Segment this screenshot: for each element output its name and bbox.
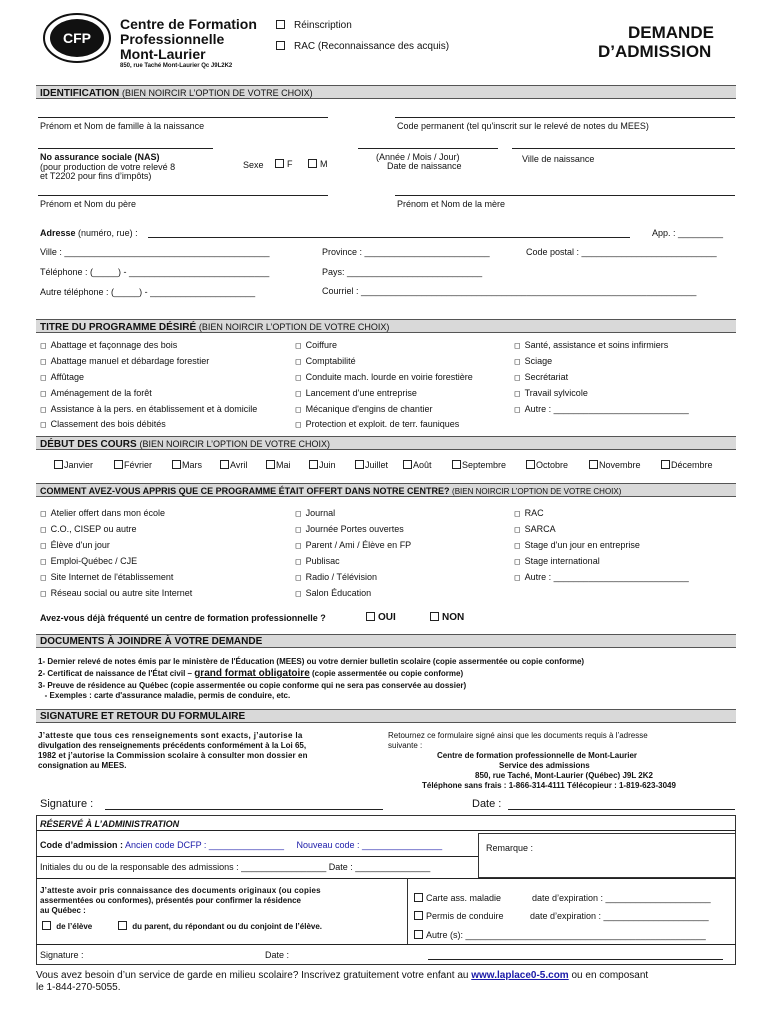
program-abattage-manuel-et-debardage-f[interactable]	[40, 356, 209, 366]
source-reseau-social-ou-autre-site-in-label: Réseau social ou autre site Internet	[50, 588, 193, 598]
father-label: Prénom et Nom du père	[40, 199, 137, 209]
dob-field[interactable]	[358, 148, 498, 149]
email-field[interactable]: Courriel : ___________________________________________________________________	[322, 286, 697, 296]
admin-parent-label: du parent, du répondant ou du conjoint de l’élève.	[132, 922, 323, 931]
sexe-m-option[interactable]	[308, 159, 328, 169]
source-rac-checkbox[interactable]: ◻	[514, 509, 521, 518]
month-mai-label: Mai	[276, 460, 291, 470]
documents-title: DOCUMENTS À JOINDRE À VOTRE DEMANDE	[40, 636, 263, 647]
non-label: NON	[442, 612, 465, 623]
city-field[interactable]: Ville : _________________________________________	[40, 247, 270, 257]
month-mars[interactable]	[172, 460, 202, 470]
program-assistance-a-la-pers-en-etabli[interactable]	[40, 404, 257, 414]
program-comptabilite[interactable]	[295, 356, 356, 366]
signature-header	[36, 709, 736, 723]
month-juillet-checkbox[interactable]	[355, 460, 364, 469]
month-decembre-checkbox[interactable]	[661, 460, 670, 469]
admin-carte-option[interactable]	[414, 893, 501, 903]
program-conduite-mach-lourde-en-voirie-checkbox[interactable]: ◻	[295, 373, 302, 382]
reinscription-option[interactable]	[276, 20, 352, 31]
source-stage-d-un-jour-en-entreprise-label: Stage d'un jour en entreprise	[524, 540, 640, 550]
month-avril-label: Avril	[230, 460, 248, 470]
program-abattage-et-faconnage-des-bois-checkbox[interactable]: ◻	[40, 341, 47, 350]
month-septembre-checkbox[interactable]	[452, 460, 461, 469]
logo-address: 850, rue Taché Mont-Laurier Qc J9L2K2	[120, 63, 233, 69]
source-c-o-cisep-ou-autre-checkbox[interactable]: ◻	[40, 525, 47, 534]
retour-line2: suivante :	[388, 741, 423, 750]
month-fevrier-checkbox[interactable]	[114, 460, 123, 469]
source-autre-checkbox[interactable]: ◻	[514, 573, 521, 582]
admin-carte-label: Carte ass. maladie	[426, 893, 502, 903]
source-atelier-offert-dans-mon-ecole[interactable]	[40, 508, 165, 518]
source-autre[interactable]	[514, 572, 689, 582]
footer-link[interactable]: www.laplace0-5.com	[471, 970, 569, 981]
sexe-m-label: M	[320, 159, 328, 169]
program-comptabilite-checkbox[interactable]: ◻	[295, 357, 302, 366]
program-assistance-a-la-pers-en-etabli-label: Assistance à la pers. en établissement et à domicile	[50, 404, 258, 414]
source-emploi-quebec-cje-label: Emploi-Québec / CJE	[50, 556, 138, 566]
service-name: Service des admissions	[499, 761, 590, 770]
logo-line2: Professionnelle	[120, 31, 225, 47]
centre-phone: Téléphone sans frais : 1-866-314-4111 Télécopieur : 1-819-623-3049	[422, 781, 676, 790]
admin-permis-exp[interactable]: date d’expiration : _____________________	[530, 911, 709, 921]
programme-hint: (BIEN NOIRCIR L’OPTION DE VOTRE CHOIX)	[198, 322, 390, 332]
admin-autre-checkbox[interactable]	[414, 930, 423, 939]
admin-initiales[interactable]: Initiales du ou de la responsable des admissions : _________________ Date : _______________	[40, 862, 431, 872]
program-affutage[interactable]	[40, 372, 84, 382]
month-juillet[interactable]	[355, 460, 388, 470]
program-protection-et-exploit-de-terr--checkbox[interactable]: ◻	[295, 420, 302, 429]
source-site-internet-de-l-etablisseme-label: Site Internet de l'établissement	[50, 572, 174, 582]
date-field[interactable]	[508, 809, 735, 810]
source-parent-ami-eleve-en-fp-checkbox[interactable]: ◻	[295, 541, 302, 550]
source-salon-education[interactable]	[295, 588, 371, 598]
program-sante-assistance-et-soins-infi-checkbox[interactable]: ◻	[514, 341, 521, 350]
father-field[interactable]	[38, 195, 328, 196]
source-atelier-offert-dans-mon-ecole-checkbox[interactable]: ◻	[40, 509, 47, 518]
program-abattage-et-faconnage-des-bois-label: Abattage et façonnage des bois	[50, 340, 178, 350]
month-janvier-label: Janvier	[64, 460, 94, 470]
source-journee-portes-ouvertes[interactable]	[295, 524, 404, 534]
month-avril[interactable]	[220, 460, 247, 470]
source-site-internet-de-l-etablisseme[interactable]	[40, 572, 173, 582]
month-novembre-checkbox[interactable]	[589, 460, 598, 469]
program-protection-et-exploit-de-terr-[interactable]	[295, 419, 459, 429]
program-protection-et-exploit-de-terr--label: Protection et exploit. de terr. fauniques	[305, 419, 460, 429]
sexe-f-option[interactable]	[275, 159, 293, 169]
admin-code-label: Code d’admission :	[40, 840, 124, 850]
sexe-f-checkbox[interactable]	[275, 159, 284, 168]
program-mecanique-d-engins-de-chantier-label: Mécanique d'engins de chantier	[305, 404, 433, 414]
program-travail-sylvicole-checkbox[interactable]: ◻	[514, 389, 521, 398]
program-secretariat-checkbox[interactable]: ◻	[514, 373, 521, 382]
footer-text1: Vous avez besoin d’un service de garde en milieu scolaire? Inscrivez gratuitement votre enfant au	[36, 970, 472, 981]
source-rac-label: RAC	[524, 508, 544, 518]
source-journee-portes-ouvertes-label: Journée Portes ouvertes	[305, 524, 404, 534]
source-emploi-quebec-cje-checkbox[interactable]: ◻	[40, 557, 47, 566]
source-eleve-d-un-jour[interactable]	[40, 540, 110, 550]
debut-hint: (BIEN NOIRCIR L’OPTION DE VOTRE CHOIX)	[139, 439, 330, 449]
remarque-box[interactable]	[478, 833, 736, 878]
source-reseau-social-ou-autre-site-in-checkbox[interactable]: ◻	[40, 589, 47, 598]
oui-option[interactable]	[366, 612, 396, 623]
month-mai-checkbox[interactable]	[266, 460, 275, 469]
program-classement-des-bois-debites[interactable]	[40, 419, 166, 429]
source-journal-checkbox[interactable]: ◻	[295, 509, 302, 518]
nas-label: No assurance sociale (NAS)	[40, 152, 160, 162]
birth-city-label: Ville de naissance	[522, 154, 595, 164]
admin-eleve-label: de l’élève	[56, 922, 93, 931]
month-janvier[interactable]	[54, 460, 93, 470]
program-affutage-label: Affûtage	[50, 372, 85, 382]
signature-label: Signature :	[40, 798, 94, 810]
fp-question: Avez-vous déjà fréquenté un centre de formation professionnelle ?	[40, 613, 326, 623]
admin-carte-checkbox[interactable]	[414, 893, 423, 902]
document-1: 1- Dernier relevé de notes émis par le ministère de l'Éducation (MEES) ou votre dernier bulletin scolaire (copie assermentée ou copie conforme)	[38, 657, 585, 666]
admin-permis-checkbox[interactable]	[414, 911, 423, 920]
admin-eleve-checkbox[interactable]	[42, 921, 51, 930]
admin-divider1	[36, 830, 736, 831]
program-sante-assistance-et-soins-infi-label: Santé, assistance et soins infirmiers	[524, 340, 669, 350]
month-novembre[interactable]	[589, 460, 641, 470]
province-field[interactable]: Province : _________________________	[322, 247, 490, 257]
source-eleve-d-un-jour-checkbox[interactable]: ◻	[40, 541, 47, 550]
appris-hint: (BIEN NOIRCIR L’OPTION DE VOTRE CHOIX)	[452, 487, 622, 496]
program-coiffure-checkbox[interactable]: ◻	[295, 341, 302, 350]
admin-signature-label: Signature :	[40, 950, 84, 960]
source-radio-television-label: Radio / Télévision	[305, 572, 378, 582]
appris-header	[36, 483, 736, 497]
program-mecanique-d-engins-de-chantier[interactable]	[295, 404, 432, 414]
month-juin[interactable]	[309, 460, 336, 470]
birth-city-field[interactable]	[512, 148, 735, 149]
logo-seal	[42, 12, 112, 64]
non-checkbox[interactable]	[430, 612, 439, 621]
attest-line2: divulgation des renseignements précédents conformément à la Loi 65,	[38, 741, 307, 750]
title-line2: D’ADMISSION	[598, 42, 712, 61]
month-fevrier[interactable]	[114, 460, 152, 470]
name-field[interactable]	[38, 117, 328, 118]
code-field[interactable]	[395, 117, 735, 118]
source-stage-international-label: Stage international	[524, 556, 600, 566]
program-conduite-mach-lourde-en-voirie-label: Conduite mach. lourde en voirie forestière	[305, 372, 473, 382]
rac-option[interactable]	[276, 41, 449, 52]
program-amenagement-de-la-foret[interactable]	[40, 388, 152, 398]
document-2	[38, 668, 463, 679]
centre-name: Centre de formation professionnelle de Mont-Laurier	[437, 751, 638, 760]
rac-checkbox[interactable]	[276, 41, 285, 50]
programme-title: TITRE DU PROGRAMME DÉSIRÉ	[40, 322, 197, 333]
source-sarca-checkbox[interactable]: ◻	[514, 525, 521, 534]
admin-autre-option[interactable]	[414, 930, 706, 940]
admin-date-label: Date :	[265, 950, 290, 960]
date-label: Date :	[472, 798, 502, 810]
program-lancement-d-une-entreprise-checkbox[interactable]: ◻	[295, 389, 302, 398]
admin-autre-label: Autre (s): ________________________________________________	[426, 930, 706, 940]
program-autre-checkbox[interactable]: ◻	[514, 405, 521, 414]
source-stage-international-checkbox[interactable]: ◻	[514, 557, 521, 566]
program-sciage[interactable]	[514, 356, 552, 366]
address-field[interactable]	[148, 237, 630, 238]
document-3-examples: - Exemples : carte d'assurance maladie, permis de conduire, etc.	[38, 691, 291, 700]
logo-line3: Mont-Laurier	[120, 46, 206, 62]
footer-text2: ou en composant	[568, 970, 649, 981]
postal-field[interactable]: Code postal : ___________________________	[526, 247, 717, 257]
admin-code-row	[40, 840, 442, 850]
document-2-text: 2- Certificat de naissance de l'État civil –	[38, 669, 195, 678]
source-radio-television-checkbox[interactable]: ◻	[295, 573, 302, 582]
month-decembre[interactable]	[661, 460, 713, 470]
program-amenagement-de-la-foret-checkbox[interactable]: ◻	[40, 389, 47, 398]
source-rac[interactable]	[514, 508, 544, 518]
admin-permis-label: Permis de conduire	[426, 911, 504, 921]
source-journal[interactable]	[295, 508, 335, 518]
program-secretariat-label: Secrétariat	[524, 372, 569, 382]
program-autre[interactable]	[514, 404, 689, 414]
signature-field[interactable]	[105, 809, 383, 810]
other-phone-field[interactable]: Autre téléphone : (_____) - _____________________	[40, 287, 256, 297]
program-abattage-manuel-et-debardage-f-label: Abattage manuel et débardage forestier	[50, 356, 210, 366]
program-sante-assistance-et-soins-infi[interactable]	[514, 340, 668, 350]
name-label: Prénom et Nom de famille à la naissance	[40, 121, 205, 131]
address-label-bold: Adresse	[40, 228, 76, 238]
month-aout[interactable]	[403, 460, 432, 470]
source-c-o-cisep-ou-autre-label: C.O., CISEP ou autre	[50, 524, 137, 534]
admin-nouveau-code[interactable]: Nouveau code : ________________	[296, 840, 443, 850]
program-conduite-mach-lourde-en-voirie[interactable]	[295, 372, 473, 382]
admin-permis-option[interactable]	[414, 911, 504, 921]
sexe-m-checkbox[interactable]	[308, 159, 317, 168]
month-octobre[interactable]	[526, 460, 568, 470]
admin-divider3	[36, 878, 736, 879]
program-amenagement-de-la-foret-label: Aménagement de la forêt	[50, 388, 152, 398]
nas-note2: et T2202 pour fins d’impôts)	[40, 171, 152, 181]
program-classement-des-bois-debites-label: Classement des bois débités	[50, 419, 166, 429]
source-sarca-label: SARCA	[524, 524, 556, 534]
month-avril-checkbox[interactable]	[220, 460, 229, 469]
address-label	[40, 228, 138, 238]
month-mars-label: Mars	[182, 460, 202, 470]
sexe-f-label: F	[287, 159, 293, 169]
month-janvier-checkbox[interactable]	[54, 460, 63, 469]
program-mecanique-d-engins-de-chantier-checkbox[interactable]: ◻	[295, 405, 302, 414]
attest-line3: 1982 et j’autorise la Commission scolaire à consulter mon dossier en	[38, 751, 308, 760]
source-atelier-offert-dans-mon-ecole-label: Atelier offert dans mon école	[50, 508, 166, 518]
source-reseau-social-ou-autre-site-in[interactable]	[40, 588, 192, 598]
program-coiffure-label: Coiffure	[305, 340, 337, 350]
source-stage-d-un-jour-en-entreprise-checkbox[interactable]: ◻	[514, 541, 521, 550]
admin-divider2	[36, 856, 478, 857]
program-travail-sylvicole-label: Travail sylvicole	[524, 388, 588, 398]
non-option[interactable]	[430, 612, 464, 623]
month-juillet-label: Juillet	[365, 460, 389, 470]
mother-label: Prénom et Nom de la mère	[397, 199, 506, 209]
month-septembre[interactable]	[452, 460, 506, 470]
source-eleve-d-un-jour-label: Élève d'un jour	[50, 540, 110, 550]
rac-label: RAC (Reconnaissance des acquis)	[294, 41, 450, 52]
admin-ancien-code[interactable]: Ancien code DCFP : _______________	[125, 840, 284, 850]
admin-attest3: au Québec :	[40, 906, 86, 915]
month-fevrier-label: Février	[124, 460, 153, 470]
program-lancement-d-une-entreprise-label: Lancement d'une entreprise	[305, 388, 417, 398]
month-juin-label: Juin	[319, 460, 336, 470]
month-aout-label: Août	[413, 460, 432, 470]
centre-address: 850, rue Taché, Mont-Laurier (Québec) J9L 2K2	[475, 771, 653, 780]
programme-header	[36, 319, 736, 333]
admin-parent-option[interactable]	[118, 921, 322, 931]
source-publisac-checkbox[interactable]: ◻	[295, 557, 302, 566]
address-hint: (numéro, rue) :	[78, 228, 138, 238]
signature-title: SIGNATURE ET RETOUR DU FORMULAIRE	[40, 711, 246, 722]
source-autre-label: Autre : ___________________________	[524, 572, 689, 582]
source-journee-portes-ouvertes-checkbox[interactable]: ◻	[295, 525, 302, 534]
admin-eleve-option[interactable]	[42, 921, 92, 931]
month-novembre-label: Novembre	[599, 460, 641, 470]
nas-field[interactable]	[38, 148, 213, 149]
footer-text	[36, 970, 736, 994]
reinscription-checkbox[interactable]	[276, 20, 285, 29]
remarque-label: Remarque :	[486, 843, 534, 853]
dob-label: Date de naissance	[387, 161, 462, 171]
admin-attest1: J’atteste avoir pris connaissance des documents originaux (ou copies	[40, 886, 321, 895]
program-comptabilite-label: Comptabilité	[305, 356, 356, 366]
source-parent-ami-eleve-en-fp-label: Parent / Ami / Élève en FP	[305, 540, 412, 550]
attest-line1: J’atteste que tous ces renseignements sont exacts, j’autorise la	[38, 731, 303, 740]
program-coiffure[interactable]	[295, 340, 337, 350]
document-3: 3- Preuve de résidence au Québec (copie assermentée ou copie conforme qui ne sera pas conservée au dossier)	[38, 681, 467, 690]
month-mai[interactable]	[266, 460, 291, 470]
program-sciage-label: Sciage	[524, 356, 553, 366]
program-lancement-d-une-entreprise[interactable]	[295, 388, 417, 398]
admin-date-field[interactable]	[428, 959, 723, 960]
month-octobre-checkbox[interactable]	[526, 460, 535, 469]
svg-text:CFP: CFP	[63, 30, 91, 46]
source-radio-television[interactable]	[295, 572, 377, 582]
month-octobre-label: Octobre	[536, 460, 569, 470]
document-2-emphasis: grand format obligatoire	[194, 668, 310, 679]
country-field[interactable]: Pays: ___________________________	[322, 267, 483, 277]
admin-title: RÉSERVÉ À L’ADMINISTRATION	[40, 819, 180, 829]
footer-text3: le 1-844-270-5055.	[36, 982, 121, 993]
oui-checkbox[interactable]	[366, 612, 375, 621]
program-sciage-checkbox[interactable]: ◻	[514, 357, 521, 366]
source-site-internet-de-l-etablisseme-checkbox[interactable]: ◻	[40, 573, 47, 582]
source-emploi-quebec-cje[interactable]	[40, 556, 137, 566]
month-juin-checkbox[interactable]	[309, 460, 318, 469]
documents-header	[36, 634, 736, 648]
month-aout-checkbox[interactable]	[403, 460, 412, 469]
source-c-o-cisep-ou-autre[interactable]	[40, 524, 137, 534]
program-assistance-a-la-pers-en-etabli-checkbox[interactable]: ◻	[40, 405, 47, 414]
source-journal-label: Journal	[305, 508, 336, 518]
admin-divider4	[36, 944, 736, 945]
program-travail-sylvicole[interactable]	[514, 388, 588, 398]
source-parent-ami-eleve-en-fp[interactable]	[295, 540, 411, 550]
program-abattage-et-faconnage-des-bois[interactable]	[40, 340, 177, 350]
identification-header	[36, 85, 736, 99]
code-label: Code permanent (tel qu'inscrit sur le relevé de notes du MEES)	[397, 121, 649, 131]
debut-header	[36, 436, 736, 450]
appris-title: COMMENT AVEZ-VOUS APPRIS QUE CE PROGRAMME ÉTAIT OFFERT DANS NOTRE CENTRE?	[40, 486, 450, 496]
attest-line4: consignation au MEES.	[38, 761, 127, 770]
program-affutage-checkbox[interactable]: ◻	[40, 373, 47, 382]
phone-field[interactable]: Téléphone : (_____) - ____________________________	[40, 267, 270, 277]
document-2-note: (copie assermentée ou copie conforme)	[309, 669, 464, 678]
apt-field[interactable]: App. : _________	[652, 228, 724, 238]
identification-hint: (BIEN NOIRCIR L’OPTION DE VOTRE CHOIX)	[122, 88, 313, 98]
month-mars-checkbox[interactable]	[172, 460, 181, 469]
program-secretariat[interactable]	[514, 372, 568, 382]
dob-format: (Année / Mois / Jour)	[376, 152, 460, 162]
source-stage-d-un-jour-en-entreprise[interactable]	[514, 540, 640, 550]
title-line1: DEMANDE	[628, 23, 714, 42]
admin-vdivider	[407, 878, 408, 944]
logo-line1: Centre de Formation	[120, 16, 257, 32]
source-sarca[interactable]	[514, 524, 556, 534]
oui-label: OUI	[378, 612, 396, 623]
admin-carte-exp[interactable]: date d’expiration : _____________________	[532, 893, 711, 903]
month-decembre-label: Décembre	[671, 460, 713, 470]
source-salon-education-label: Salon Éducation	[305, 588, 372, 598]
program-classement-des-bois-debites-checkbox[interactable]: ◻	[40, 420, 47, 429]
program-abattage-manuel-et-debardage-f-checkbox[interactable]: ◻	[40, 357, 47, 366]
source-publisac[interactable]	[295, 556, 340, 566]
source-salon-education-checkbox[interactable]: ◻	[295, 589, 302, 598]
nas-note1: (pour production de votre relevé 8	[40, 162, 176, 172]
program-autre-label: Autre : ___________________________	[524, 404, 689, 414]
source-stage-international[interactable]	[514, 556, 600, 566]
admin-attest2: assermentées ou conformes), présentés pour confirmer la résidence	[40, 896, 301, 905]
month-septembre-label: Septembre	[462, 460, 507, 470]
sexe-label: Sexe	[243, 160, 264, 170]
source-publisac-label: Publisac	[305, 556, 340, 566]
identification-title: IDENTIFICATION	[40, 88, 120, 99]
debut-title: DÉBUT DES COURS	[40, 439, 137, 450]
admin-parent-checkbox[interactable]	[118, 921, 127, 930]
mother-field[interactable]	[395, 195, 735, 196]
reinscription-label: Réinscription	[294, 20, 352, 31]
retour-line1: Retournez ce formulaire signé ainsi que les documents requis à l’adresse	[388, 731, 648, 740]
